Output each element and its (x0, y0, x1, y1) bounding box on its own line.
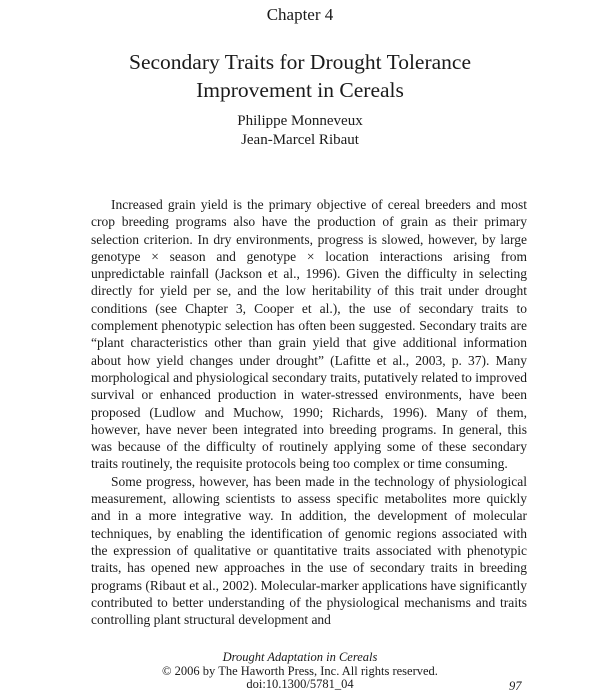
copyright-notice: © 2006 by The Haworth Press, Inc. All rights reserved. (162, 663, 438, 678)
book-title: Drought Adaptation in Cereals (222, 650, 378, 664)
doi: doi:10.1300/5781_04 (246, 677, 354, 691)
author-list (0, 112, 600, 150)
paragraph: Increased grain yield is the primary objective of cereal breeders and most crop breeding programs also have the production of grain as their primary selection criterion. In dry environments, progress is slowed, however, by large genotype × season and genotype × location interactions arising from unpredictable rainfall (Jackson et al., 1996). Given the difficulty in selecting directly for yield per se, and the low heritability of this trait under drought conditions (see Chapter 3, Cooper et al.), the use of secondary traits to complement phenotypic selection has often been suggested. Secondary traits are “plant characteristics other than grain yield that give additional information about how yield changes under drought” (Lafitte et al., 2003, p. 37). Many morphological and physiological secondary traits, putatively related to improved survival or enhanced production in water-stressed environments, have been proposed (Ludlow and Muchow, 1990; Richards, 1996). Many of them, however, have never been integrated into breeding programs. In general, this was because of the difficulty of routinely applying some of these secondary traits routinely, the requisite protocols being too complex or time consuming. (91, 197, 528, 472)
chapter-title (0, 48, 600, 104)
author-name: Jean-Marcel Ribaut (241, 132, 359, 148)
author-name: Philippe Monneveux (237, 113, 363, 129)
chapter-label: Chapter 4 (266, 5, 334, 24)
page-number: 97 (509, 679, 522, 693)
chapter-title-line-1: Secondary Traits for Drought Tolerance (128, 50, 472, 74)
paragraph: Some progress, however, has been made in the technology of physiological measurement, allowing scientists to assess specific metabolites more quickly and in a more integrative way. In addition, the development of molecular techniques, by enabling the identification of genomic regions associated with the expression of qualitative or quantitative traits associated with phenotypic traits, has opened new approaches in the use of secondary traits in breeding programs (Ribaut et al., 2002). Molecular-marker applications have significantly contributed to better understanding of the physiological mechanisms and traits controlling plant structural development and (91, 473, 527, 628)
chapter-title-line-2: Improvement in Cereals (196, 78, 404, 102)
body-text (91, 196, 527, 628)
